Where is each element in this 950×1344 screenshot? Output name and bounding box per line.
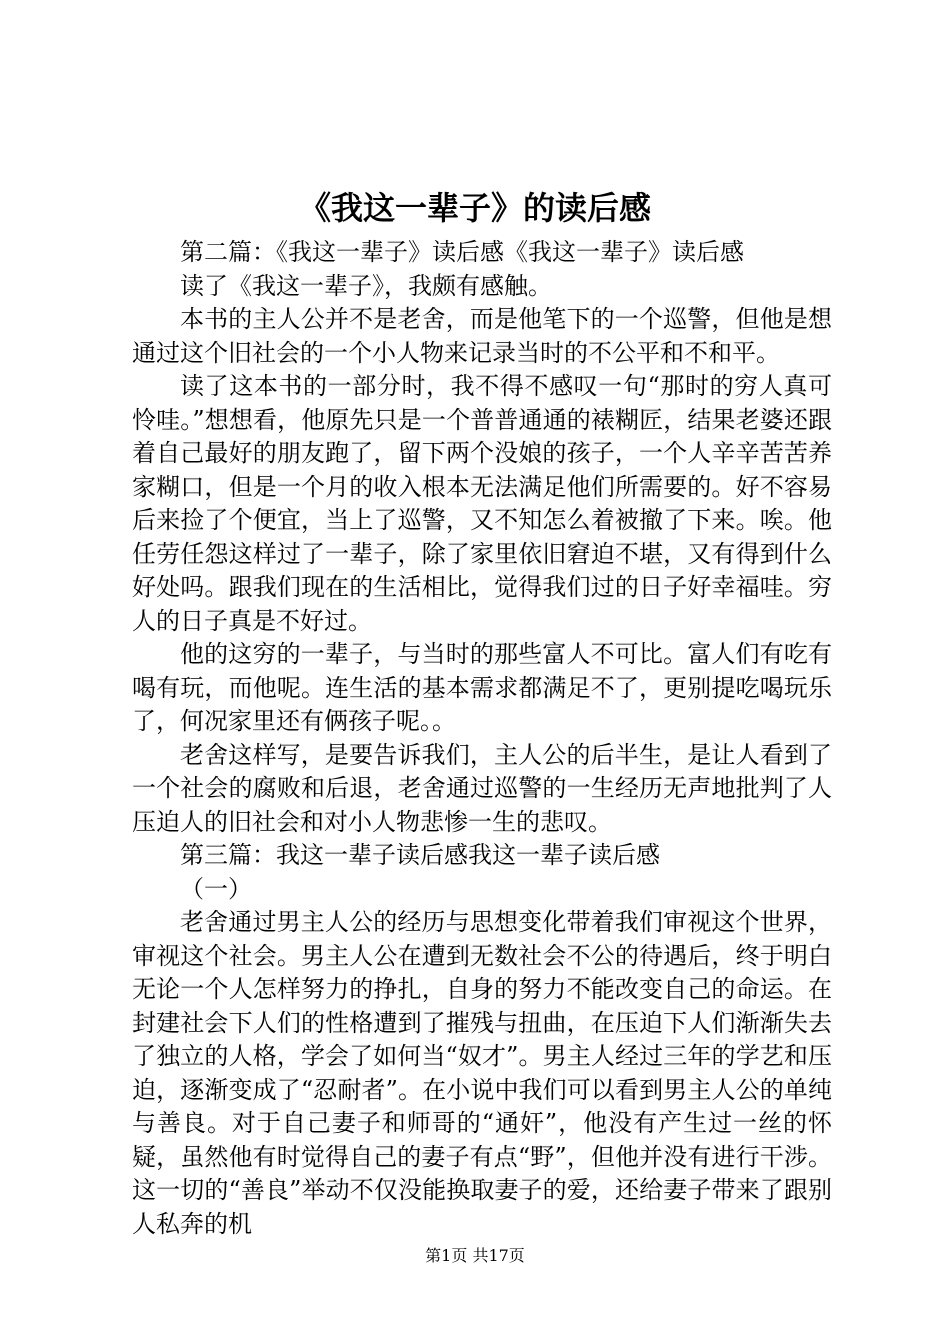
paragraph: 本书的主人公并不是老舍，而是他笔下的一个巡警，但他是想通过这个旧社会的一个小人物来记录当时的不公平和不和平。 <box>132 305 832 367</box>
subsection-heading: （一） <box>180 874 252 903</box>
page-number-footer: 第1页 共17页 <box>425 1246 525 1265</box>
section-heading: 第三篇：我这一辈子读后感我这一辈子读后感 <box>180 841 660 869</box>
paragraph: 读了《我这一辈子》，我颇有感触。 <box>180 271 552 300</box>
paragraph: 第二篇：《我这一辈子》读后感《我这一辈子》读后感 <box>180 238 744 266</box>
paragraph: 老舍这样写，是要告诉我们，主人公的后半生，是让人看到了一个社会的腐败和后退，老舍通过巡警的一生经历无声地批判了人压迫人的旧社会和对小人物悲惨一生的悲叹。 <box>132 740 832 836</box>
paragraph: 他的这穷的一辈子，与当时的那些富人不可比。富人们有吃有喝有玩，而他呢。连生活的基本需求都满足不了，更别提吃喝玩乐了，何况家里还有俩孩子呢。。 <box>132 640 832 735</box>
document-body <box>132 236 832 1241</box>
paragraph: 读了这本书的一部分时，我不得不感叹一句“那时的穷人真可怜哇。”想想看，他原先只是一个普普通通的裱糊匠，结果老婆还跟着自己最好的朋友跑了，留下两个没娘的孩子，一个人辛辛苦苦养家糊口，但是一个月的收入根本无法满足他们所需要的。好不容易后来捡了个便宜，当上了巡警，又不知怎么着被撤了下来。唉。他任劳任怨这样过了一辈子，除了家里依旧窘迫不堪，又有得到什么好处吗。跟我们现在的生活相比，觉得我们过的日子好幸福哇。穷人的日子真是不好过。 <box>132 372 832 635</box>
paragraph: 老舍通过男主人公的经历与思想变化带着我们审视这个世界，审视这个社会。男主人公在遭到无数社会不公的待遇后，终于明白无论一个人怎样努力的挣扎，自身的努力不能改变自己的命运。在封建社会下人们的性格遭到了摧残与扭曲，在压迫下人们渐渐失去了独立的人格，学会了如何当“奴才”。男主人经过三年的学艺和压迫，逐渐变成了“忍耐者”。在小说中我们可以看到男主人公的单纯与善良。对于自己妻子和师哥的“通奸”，他没有产生过一丝的怀疑，虽然他有时觉得自己的妻子有点“野”，但他并没有进行干涉。这一切的“善良”举动不仅没能换取妻子的爱，还给妻子带来了跟别人私奔的机 <box>132 908 832 1238</box>
document-title: 《我这一辈子》的读后感 <box>298 189 651 227</box>
